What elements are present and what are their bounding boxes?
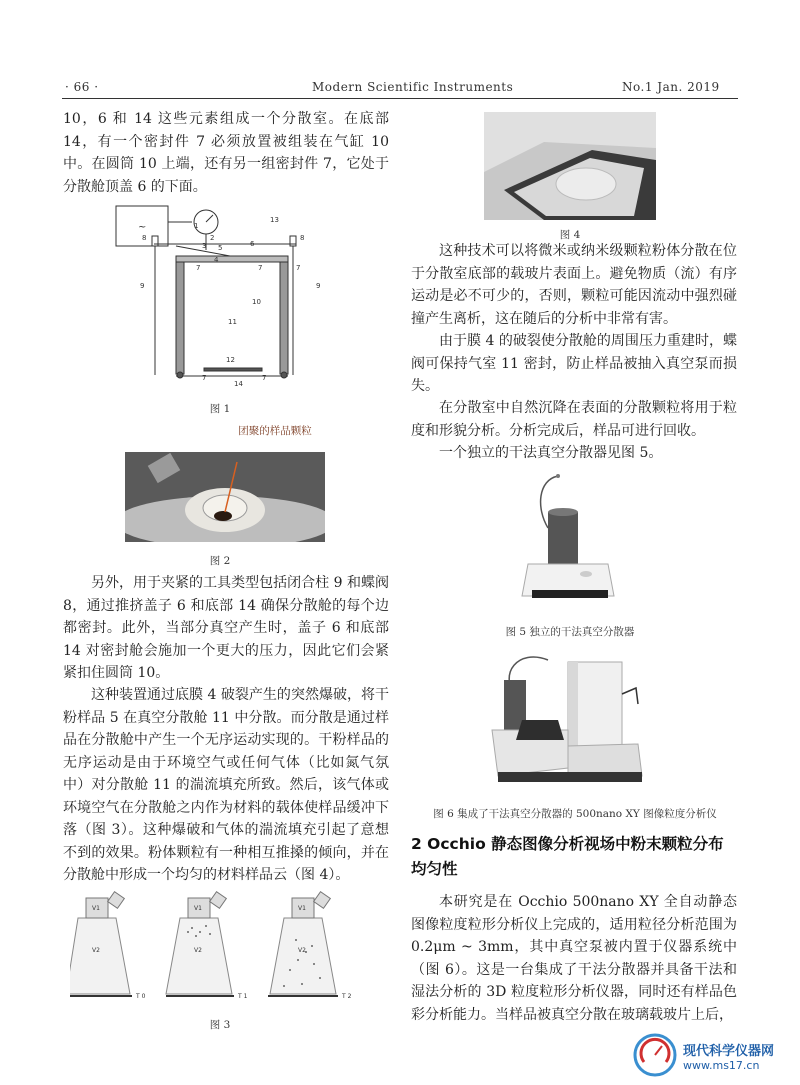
fig1-label: 7 bbox=[296, 264, 301, 272]
fig1-label: 8 bbox=[300, 234, 305, 242]
issue-info: No.1 Jan. 2019 bbox=[622, 80, 720, 94]
fig3-tube-label: V1 bbox=[298, 905, 306, 912]
right-paragraph-5: 本研究是在 Occhio 500nano XY 全自动静态图像粒度粒形分析仪上完成的，适用粒径分析范围为 0.2μm ~ 3mm，其中真空泵被内置于仪器系统中（图 6）。这是一台集成了干法分散器并具备干法和湿法分析的 3D 粒度粒形分析仪器，同时还有样品色彩分析能力。当样品被真空分散在玻璃载玻片上后， bbox=[411, 894, 737, 1023]
left-paragraph-1: 10，6 和 14 这些元素组成一个分散室。在底部 14，有一个密封件 7 必须放置被组装在气缸 10 中。在圆筒 10 上端，还有另一组密封件 7，它处于分散舱顶盖 6 的下面。 bbox=[63, 111, 389, 195]
fig1-label: 9 bbox=[316, 282, 321, 290]
fig3-tube-label: V1 bbox=[92, 905, 100, 912]
fig1-label: 13 bbox=[270, 216, 279, 224]
right-paragraph-2: 由于膜 4 的破裂使分散舱的周围压力重建时，蝶阀可保持气室 11 密封，防止样品被抽入真空泵而损失。 bbox=[411, 333, 737, 394]
figure-2-caption: 图 2 bbox=[209, 555, 231, 567]
journal-title: Modern Scientific Instruments bbox=[312, 80, 514, 94]
figure-3-diagram bbox=[70, 890, 380, 1008]
fig1-label: 3 bbox=[202, 242, 207, 250]
left-paragraph-3: 这种装置通过底膜 4 破裂产生的突然爆破，将干粉样品 5 在真空分散舱 11 中分散。而分散是通过样品在分散舱中产生一个无序运动实现的。干粉样品的无序运动是由于环境空气或任何气体（比如氮气氛中）对分散舱 11 的湍流填充所致。然后，该气体或环境空气在分散舱之内作为材料的载体使样品缓冲下落（图 3）。这种爆破和气体的湍流填充引起了意想不到的效果。粉体颗粒有一种相互推搡的倾向，并在分散舱中形成一个均匀的材料样品云（图 4）。 bbox=[63, 687, 389, 883]
fig3-tube-label: V1 bbox=[194, 905, 202, 912]
right-paragraph-4: 一个独立的干法真空分散器见图 5。 bbox=[439, 445, 663, 461]
fig1-label: 12 bbox=[226, 356, 235, 364]
figure-4-photo bbox=[484, 112, 656, 220]
page-number: · 66 · bbox=[65, 80, 99, 94]
fig3-tube-label: V2 bbox=[92, 947, 100, 954]
fig1-label: 2 bbox=[210, 234, 215, 242]
fig1-label: 4 bbox=[214, 256, 219, 264]
figure-3-caption: 图 3 bbox=[209, 1019, 231, 1031]
figure-6-photo bbox=[488, 644, 648, 790]
figure-4-caption: 图 4 bbox=[559, 229, 581, 241]
fig3-axis-label: T 1 bbox=[238, 993, 248, 1000]
fig3-axis-label: T 0 bbox=[136, 993, 146, 1000]
site-logo-icon bbox=[632, 1032, 678, 1078]
header-rule bbox=[62, 98, 738, 99]
fig1-label: 7 bbox=[196, 264, 201, 272]
right-paragraph-1: 这种技术可以将微米或纳米级颗粒粉体分散在位于分散室底部的载玻片表面上。避免物质（流）有序运动是必不可少的，否则，颗粒可能因流动中强烈碰撞产生离析，这在随后的分析中非常有害。 bbox=[411, 243, 737, 327]
fig3-tube-label: V2 bbox=[298, 947, 306, 954]
figure-1-diagram bbox=[110, 200, 340, 390]
fig1-label: 6 bbox=[250, 240, 255, 248]
fig1-label: 5 bbox=[218, 244, 223, 252]
fig1-label: 10 bbox=[252, 298, 261, 306]
section-title: 2 Occhio 静态图像分析视场中粉末颗粒分布均匀性 bbox=[411, 835, 724, 878]
fig1-label: 11 bbox=[228, 318, 237, 326]
fig1-label: 14 bbox=[234, 380, 243, 388]
fig1-label: 8 bbox=[142, 234, 147, 242]
fig1-label: 7 bbox=[202, 374, 207, 382]
right-paragraph-3: 在分散室中自然沉降在表面的分散颗粒将用于粒度和形貌分析。分析完成后，样品可进行回收。 bbox=[411, 400, 737, 439]
fig1-label: 7 bbox=[262, 374, 267, 382]
fig3-tube-label: V2 bbox=[194, 947, 202, 954]
fig1-label: 7 bbox=[258, 264, 263, 272]
watermark-url[interactable]: www.ms17.cn bbox=[683, 1059, 760, 1072]
svg-text:~: ~ bbox=[138, 222, 147, 233]
left-paragraph-2: 另外，用于夹紧的工具类型包括闭合柱 9 和蝶阀 8，通过推挤盖子 6 和底部 14 确保分散舱的每个边都密封。此外，当部分真空产生时，盖子 6 和底部 14 对密封舱会施加一个更大的压力，因此它们会紧紧扣住圆筒 10。 bbox=[63, 575, 389, 681]
figure-2-annotation: 团聚的样品颗粒 bbox=[238, 425, 312, 437]
figure-1-caption: 图 1 bbox=[209, 403, 231, 415]
fig1-label: 1 bbox=[194, 222, 199, 230]
fig3-axis-label: T 2 bbox=[342, 993, 352, 1000]
watermark-name: 现代科学仪器网 bbox=[683, 1044, 775, 1059]
figure-2-photo bbox=[125, 452, 325, 542]
figure-5-photo bbox=[518, 468, 618, 608]
fig1-label: 9 bbox=[140, 282, 145, 290]
figure-5-caption: 图 5 独立的干法真空分散器 bbox=[505, 626, 635, 638]
figure-6-caption: 图 6 集成了干法真空分散器的 500nano XY 图像粒度分析仪 bbox=[433, 808, 717, 820]
